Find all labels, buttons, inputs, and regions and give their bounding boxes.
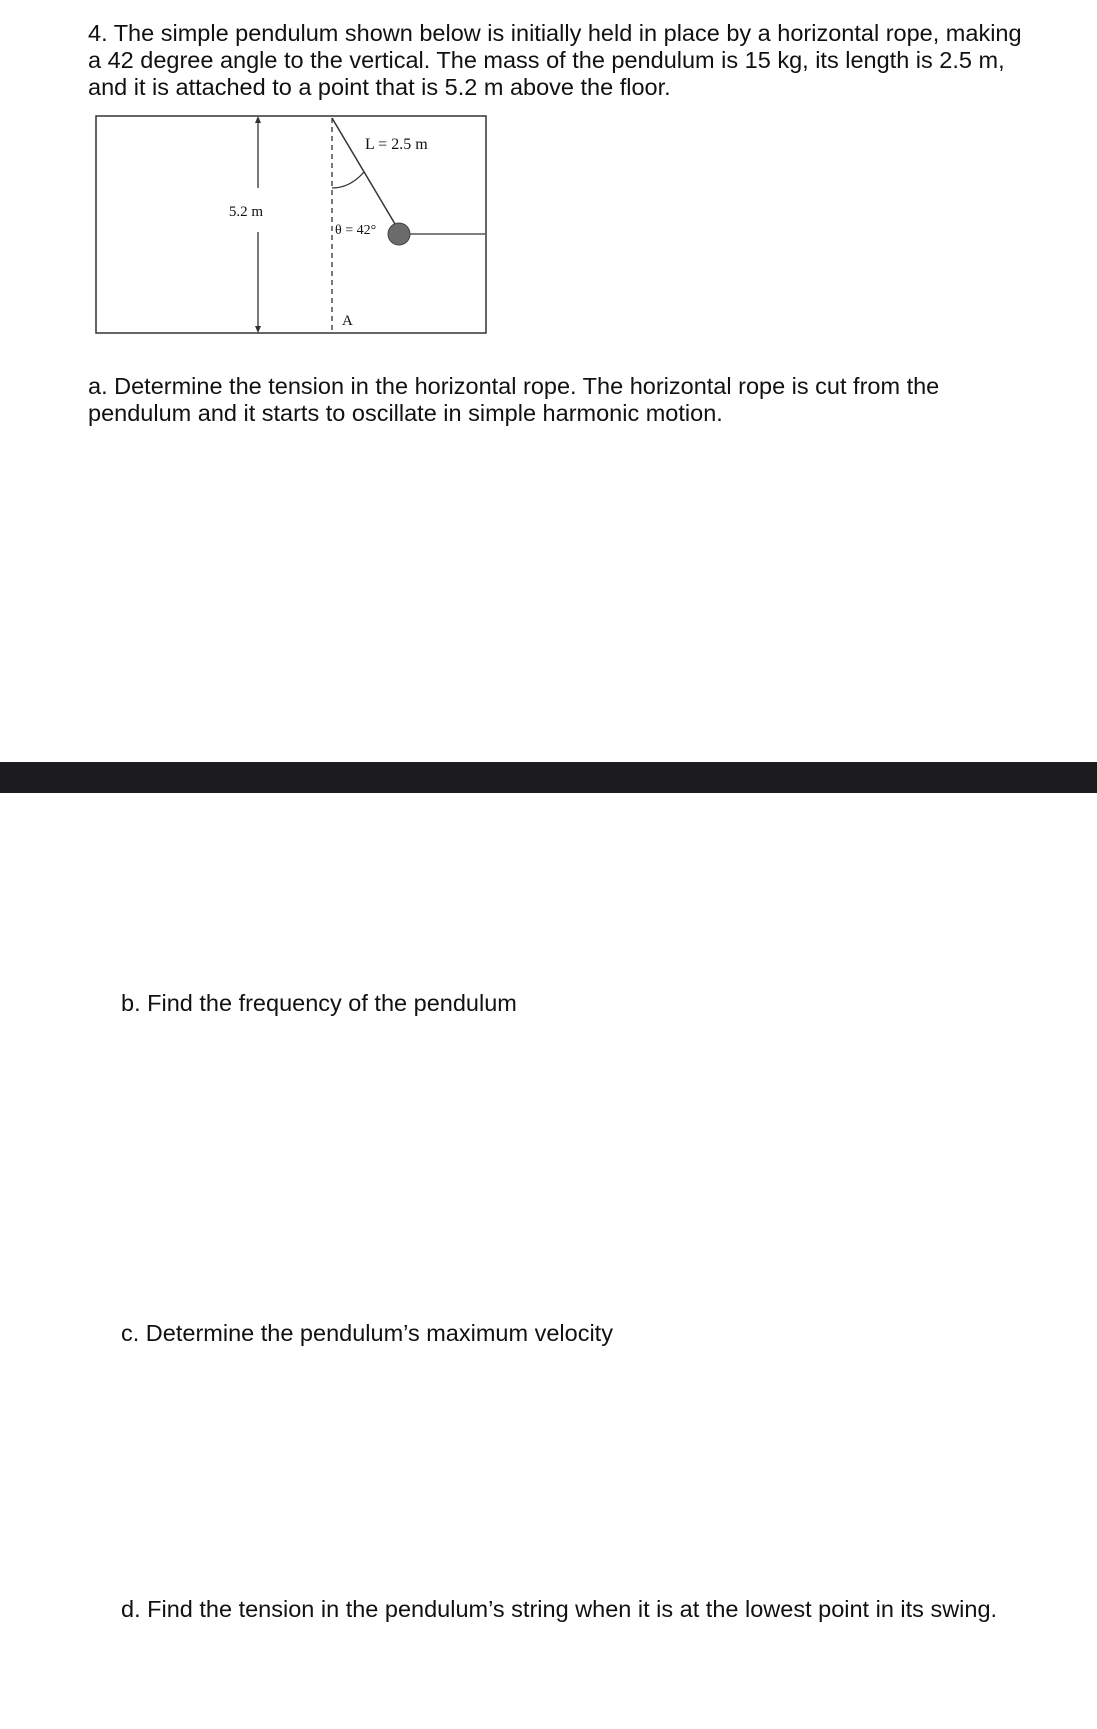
divider-bar [0, 762, 1097, 793]
pendulum-string [332, 118, 398, 229]
angle-arc [332, 172, 364, 188]
height-label: 5.2 m [228, 204, 264, 220]
length-label: L = 2.5 m [365, 136, 428, 153]
height-arrow-down [255, 326, 261, 333]
angle-label: θ = 42° [335, 223, 377, 238]
question-c: c. Determine the pendulum’s maximum velocity [121, 1320, 613, 1346]
question-b: b. Find the frequency of the pendulum [121, 990, 517, 1016]
height-arrow-up [255, 116, 261, 123]
problem-intro: 4. The simple pendulum shown below is initially held in place by a horizontal rope, making a 42 degree angle to the vertical. The mass of the pendulum is 15 kg, its length is 2.5 m, and it is attached to a point that is 5.2 m above the floor. [88, 20, 1022, 100]
pendulum-bob [388, 223, 410, 245]
question-d: d. Find the tension in the pendulum’s string when it is at the lowest point in its swing. [121, 1596, 998, 1622]
pendulum-diagram [92, 110, 492, 340]
point-a-label: A [342, 313, 353, 329]
question-a: a. Determine the tension in the horizontal rope. The horizontal rope is cut from the pendulum and it starts to oscillate in simple harmonic motion. [88, 373, 940, 426]
